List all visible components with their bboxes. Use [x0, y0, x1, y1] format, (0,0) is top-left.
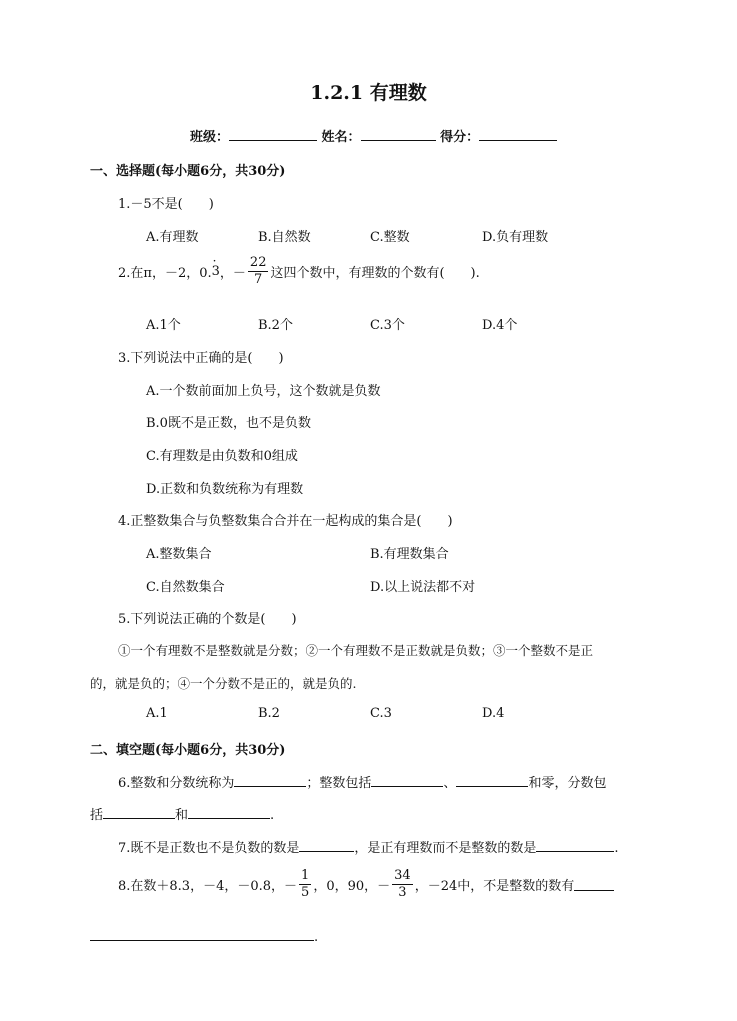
section-heading-fill: 二、填空题(每小题6分，共30分): [90, 743, 286, 758]
q3-option-d: D.正数和负数统称为有理数: [146, 482, 304, 497]
q2-suffix: 这四个数中，有理数的个数有( ).: [270, 265, 480, 281]
q2-frac-num: 22: [249, 255, 267, 270]
q3-option-b: B.0既不是正数，也不是负数: [146, 416, 311, 431]
q4-option-c: C.自然数集合: [146, 580, 225, 595]
q6-text-5: 括: [90, 808, 104, 823]
q4-option-b: B.有理数集合: [370, 547, 449, 562]
q8-text-3: ，－24中，不是整数的数有: [414, 878, 575, 894]
q8-text-1: 8.在数＋8.3，－4，－0.8，－: [118, 878, 298, 894]
q2-option-c: C.3个: [370, 318, 405, 333]
q8-frac2-num: 34: [394, 868, 411, 883]
name-label: 姓名：: [321, 130, 361, 145]
q8-frac2-den: 3: [398, 884, 407, 900]
q6-text-1: 6.整数和分数统称为: [118, 776, 235, 791]
question-3-stem: 3.下列说法中正确的是( ): [118, 351, 284, 366]
q6-blank-4: [103, 806, 175, 819]
name-blank: [361, 128, 436, 141]
section-heading-choice: 一、选择题(每小题6分，共30分): [90, 164, 286, 179]
q5-option-c: C.3: [370, 706, 392, 721]
q2-option-d: D.4个: [482, 318, 518, 333]
q2-prefix: 2.在π，－2，0.: [118, 265, 212, 281]
q1-option-a: A.有理数: [146, 230, 199, 245]
question-2-stem: [118, 255, 480, 287]
q2-repeating-digit: · 3: [212, 264, 220, 279]
q8-frac1-den: 5: [301, 884, 310, 900]
question-8-line-2: [90, 928, 318, 945]
q8-blank-2: [90, 928, 314, 941]
q6-text-6: 和: [175, 808, 189, 823]
q8-frac1-num: 1: [301, 868, 310, 883]
question-5-stem: 5.下列说法正确的个数是( ): [118, 612, 297, 627]
q8-blank-1: [574, 878, 614, 891]
question-8: [118, 868, 614, 900]
q7-text-2: ，是正有理数而不是整数的数是: [354, 841, 537, 856]
q6-text-3: 、: [443, 776, 457, 791]
student-info-row: [190, 126, 557, 145]
q7-text-3: .: [614, 841, 619, 856]
class-blank: [229, 128, 317, 141]
q2-fraction: [248, 255, 269, 287]
question-7: [118, 837, 619, 856]
q6-blank-2: [371, 774, 443, 787]
q5-statement-line-2: 的，就是负的；④一个分数不是正的，就是负的.: [90, 676, 357, 691]
q3-option-a: A.一个数前面加上负号，这个数就是负数: [146, 384, 381, 399]
q2-option-b: B.2个: [258, 318, 293, 333]
q3-option-c: C.有理数是由负数和0组成: [146, 449, 298, 464]
q5-option-d: D.4: [482, 706, 505, 721]
class-label: 班级：: [190, 130, 230, 145]
score-blank: [479, 128, 557, 141]
question-6-line-1: [118, 772, 606, 791]
q5-option-a: A.1: [146, 706, 168, 721]
q6-text-4: 和零，分数包: [528, 776, 607, 791]
q7-blank-2: [536, 839, 614, 852]
q1-option-c: C.整数: [370, 230, 410, 245]
q6-blank-5: [188, 806, 270, 819]
q7-text-1: 7.既不是正数也不是负数的数是: [118, 841, 300, 856]
question-1-stem: 1.－5不是( ): [118, 197, 214, 212]
q6-blank-3: [456, 774, 528, 787]
q6-blank-1: [234, 774, 306, 787]
q5-statement-line-1: ①一个有理数不是整数就是分数；②一个有理数不是正数就是负数；③一个整数不是正: [118, 643, 594, 658]
q2-frac-den: 7: [254, 271, 263, 287]
q8-end: .: [314, 930, 319, 945]
q6-text-7: .: [270, 808, 275, 823]
q1-option-d: D.负有理数: [482, 230, 549, 245]
question-6-line-2: [90, 804, 274, 823]
q4-option-d: D.以上说法都不对: [370, 580, 476, 595]
q2-sep: ，－: [219, 265, 246, 281]
q5-option-b: B.2: [258, 706, 280, 721]
q8-fraction-1: [299, 868, 311, 900]
q2-option-a: A.1个: [146, 318, 181, 333]
q8-text-2: ，0，90，－: [313, 878, 391, 894]
question-4-stem: 4.正整数集合与负整数集合合并在一起构成的集合是( ): [118, 514, 453, 529]
q7-blank-1: [299, 839, 354, 852]
q6-text-2: ；整数包括: [306, 776, 372, 791]
q1-option-b: B.自然数: [258, 230, 311, 245]
page-title: 1.2.1 有理数: [310, 82, 427, 104]
score-label: 得分：: [440, 130, 480, 145]
q8-fraction-2: [392, 868, 413, 900]
q4-option-a: A.整数集合: [146, 547, 212, 562]
